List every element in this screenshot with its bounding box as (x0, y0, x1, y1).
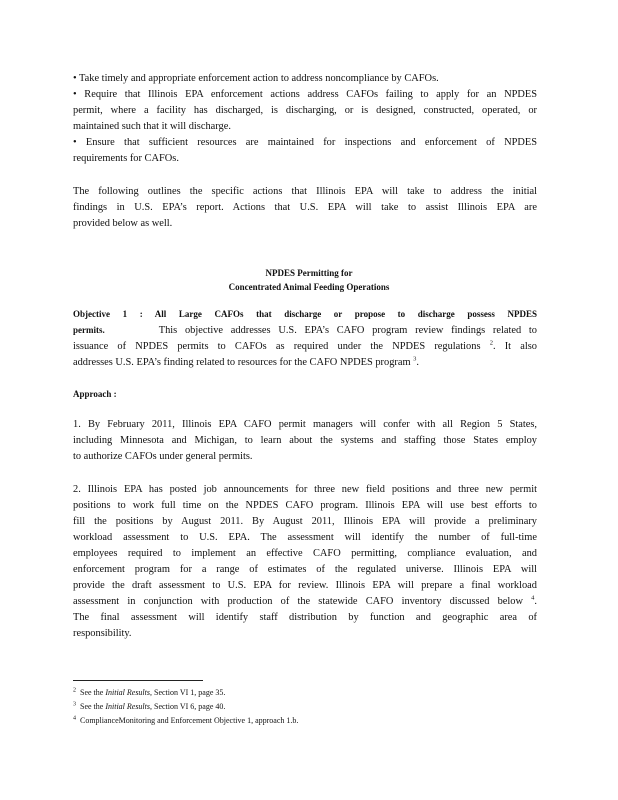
footnote (73, 714, 298, 728)
footnote-divider (73, 680, 203, 681)
bullet-line: • Take timely and appropriate enforcement action to address noncompliance by CAFOs. (73, 73, 439, 84)
bullet-line: permit, where a facility has discharged, is discharging, or is designed, constructed, operated, or (73, 105, 537, 116)
objective-text: issuance of NPDES permits to CAFOs as required under the NPDES regulations (73, 341, 481, 352)
para-punct: . (534, 596, 537, 607)
footnote-ref: 2 (489, 339, 493, 347)
heading-line-2: Concentrated Animal Feeding Operations (228, 282, 390, 292)
objective-text: . It also (492, 341, 537, 352)
footnote-text: ComplianceMonitoring and Enforcement Objective 1, approach 1.b. (80, 716, 299, 725)
section-heading (0, 266, 618, 294)
intro-line: findings in U.S. EPA’s report. Actions that U.S. EPA will take to assist Illinois EPA are (73, 202, 537, 213)
intro-line: provided below as well. (73, 218, 173, 229)
footnote-text: See the (80, 702, 106, 711)
footnote-text: , Section VI 6, page 40. (150, 702, 226, 711)
para-line: enforcement program for a range of estimates of the regulated universe. Illinois EPA will (73, 564, 537, 575)
footnote-ref: 3 (413, 355, 417, 363)
objective-text: . (416, 357, 420, 368)
bullet-line: requirements for CAFOs. (73, 153, 179, 164)
para-line: assessment in conjunction with production of the statewide CAFO inventory discussed below (73, 596, 523, 607)
heading-line-1: NPDES Permitting for (265, 268, 353, 278)
footnote-text: , Section VI 1, page 35. (150, 688, 226, 697)
para-line: responsibility. (73, 628, 132, 639)
footnote-italic: Initial Results (105, 702, 150, 711)
footnote-ref: 4 (531, 594, 535, 602)
intro-line: The following outlines the specific actions that Illinois EPA will take to address the initial (73, 186, 537, 197)
para-line: The final assessment will identify staff distribution by function and geographic area of (73, 612, 537, 623)
bullet-line: maintained such that it will discharge. (73, 121, 231, 132)
bullet-line: • Require that Illinois EPA enforcement actions address CAFOs failing to apply for an NPDES (73, 89, 537, 100)
footnote-number: 3 (73, 701, 76, 708)
footnote-number: 2 (73, 687, 76, 694)
para-line: to authorize CAFOs under general permits. (73, 451, 253, 462)
bullet-list (73, 71, 537, 167)
para-line: 2. Illinois EPA has posted job announcements for three new field positions and three new permit (73, 484, 537, 495)
para-line: employees required to implement an effective CAFO permitting, compliance evaluation, and (73, 548, 537, 559)
footnote-number: 4 (73, 715, 76, 722)
approach-label: Approach : (73, 389, 117, 399)
para-line: workload assessment to U.S. EPA. The assessment will identify the number of full-time (73, 532, 537, 543)
footnote-text: See the (80, 688, 106, 697)
bullet-line: • Ensure that sufficient resources are maintained for inspections and enforcement of NPDES (73, 137, 537, 148)
footnote (73, 700, 225, 714)
footnote-italic: Initial Results (105, 688, 150, 697)
intro-paragraph (73, 184, 537, 232)
objective-paragraph (73, 306, 537, 371)
objective-text: This objective addresses U.S. EPA’s CAFO program review findings related to (158, 325, 538, 336)
para-line: including Minnesota and Michigan, to learn about the systems and staffing those States employ (73, 435, 537, 446)
objective-label: Objective 1 : All Large CAFOs that discharge or propose to discharge possess NPDES (73, 309, 537, 319)
objective-label-cont: permits. (73, 325, 105, 335)
objective-text: addresses U.S. EPA’s finding related to resources for the CAFO NPDES program (73, 357, 411, 368)
para-line: positions to work full time on the NPDES CAFO program. Illinois EPA will use best efforts to (73, 500, 537, 511)
footnote (73, 686, 225, 700)
approach-item-2 (73, 482, 537, 642)
approach-item-1 (73, 417, 537, 465)
para-line: fill the positions by August 2011. By August 2011, Illinois EPA will provide a preliminary (73, 516, 537, 527)
para-line: provide the draft assessment to U.S. EPA for review. Illinois EPA will prepare a final workload (73, 580, 537, 591)
para-line: 1. By February 2011, Illinois EPA CAFO permit managers will confer with all Region 5 States, (73, 419, 537, 430)
